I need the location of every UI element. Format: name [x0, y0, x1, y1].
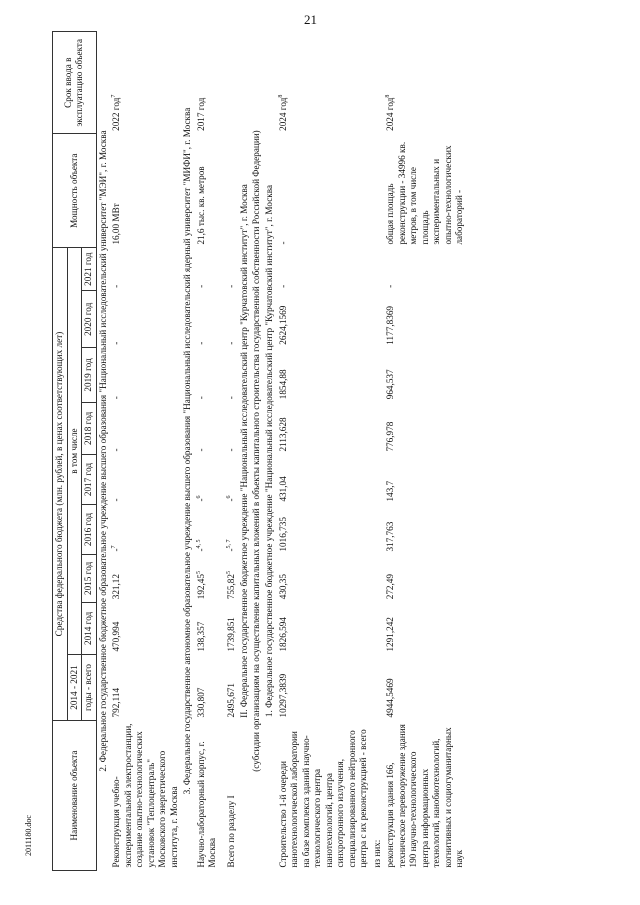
header-year: 2014 год — [82, 602, 97, 654]
cell-2018: 2113,628 — [277, 417, 288, 452]
section-heading-line: II. Федеральное государственное бюджетное учреждение "Национальный исследовательский центр "Курчатовский институт", г. Москва — [239, 184, 250, 718]
table-row — [195, 32, 220, 871]
cell-2018: - — [195, 448, 206, 452]
cell-2020: - — [195, 341, 206, 345]
cell-2014: 1826,594 — [277, 617, 288, 652]
cell-2021: - — [385, 284, 396, 288]
footer-file-name: 2011180.doc — [24, 815, 33, 856]
cell-2018: 776,978 — [385, 421, 396, 452]
cell-2021: - — [111, 284, 121, 288]
header-period-total: годы - всего — [82, 655, 97, 721]
cell-2014: 1291,242 — [385, 617, 396, 652]
section-heading — [238, 32, 263, 871]
header-deadline: Срок ввода в эксплуатацию объекта — [53, 32, 97, 134]
table-row-total — [220, 32, 239, 871]
cell-total: 330,807 — [195, 687, 206, 718]
cell-2014: 138,357 — [195, 621, 206, 652]
header-year: 2019 год — [82, 348, 97, 403]
footnote-ref: 5 — [195, 571, 202, 574]
table-row — [384, 32, 467, 871]
cell-2018: - — [111, 448, 121, 452]
cell-deadline: 2024 год$^8$ — [277, 94, 288, 131]
cell-2021: - — [225, 284, 236, 288]
header-year: 2016 год — [82, 505, 97, 555]
cell-2019: 1854,88 — [277, 369, 288, 400]
section-heading-line: (субсидии организациям на осуществление капитальных вложений в объекты капитального строительства государственной собственности Российской Федерации) — [250, 130, 261, 772]
footnote-ref: 7 — [111, 94, 117, 98]
cell-2017: 431,04 — [277, 476, 288, 502]
cell-2016: 317,763 — [385, 521, 396, 552]
header-including: в том числе — [67, 248, 82, 655]
header-year: 2017 год — [82, 455, 97, 505]
header-capacity: Мощность объекта — [53, 134, 97, 248]
footnote-ref: 5, 7 — [225, 539, 232, 549]
cell-2015: 272,49 — [385, 574, 396, 600]
object-name: Строительство 1-й очереди нанотехнологической лаборатории на базе комплекса зданий научно-технологического центра нанотехнологий, центра синхротронного излучения, специализированного нейтронного центра с их реконструкцией - всего — [277, 729, 369, 868]
section-heading: 2. Федеральное государственное бюджетное образовательное учреждение высшего образования "Национальный исследовательский университет "МЭИ", г. Москва — [97, 130, 108, 772]
table-row — [110, 32, 181, 871]
cell-2015: 755,82$^5$ — [225, 571, 236, 600]
footnote-ref: 8 — [385, 94, 392, 98]
cell-2018: - — [225, 448, 236, 452]
investment-table — [52, 31, 467, 871]
cell-2020: 2624,1569 — [277, 305, 288, 345]
cell-capacity: 21,6 тыс. кв. метров — [195, 166, 206, 245]
footnote-ref: 6 — [195, 495, 202, 499]
cell-2020: - — [225, 341, 236, 345]
cell-2016: -$^7$ — [111, 545, 122, 552]
object-name: Научно-лабораторный корпус, г. Москва — [195, 741, 217, 868]
cell-total: 2495,671 — [225, 683, 236, 718]
cell-2014: 1739,851 — [225, 617, 236, 652]
cell-deadline: 2024 год$^8$ — [385, 94, 396, 131]
cell-2015: 430,35 — [277, 574, 288, 600]
section-heading: 3. Федеральное государственное автономное образовательное учреждение высшего образования "Национальный исследовательский ядерный университет "МИФИ", г. Москва — [182, 107, 192, 795]
header-funds: Средства федерального бюджета (млн. рублей, в ценах соответствующих лет) — [53, 248, 68, 721]
page-number: 21 — [304, 12, 317, 27]
object-name: реконструкция здания 166, техническое перевооружение здания 190 научно-технологического центра информационных технологий, нанобиотехнологий, когнитивных и социогуманитарных наук — [385, 724, 465, 868]
object-name: Реконструкция учебно-экспериментальной электростанции, создание опытно-технологических установок "Теплоцентраль" Московского энергетического института, г. Москва — [111, 723, 179, 868]
total-label: Всего по разделу I — [225, 795, 236, 868]
cell-2015: 321,12 — [111, 574, 121, 600]
cell-deadline: 2017 год — [195, 97, 206, 131]
cell-2020: - — [111, 341, 121, 345]
cell-capacity: общая площадь реконструкции - 34996 кв. метров, в том числе площадь экспериментальных и опытно-технологических лабораторий - — [385, 141, 465, 245]
cell-2019: - — [225, 396, 236, 400]
cell-2019: 964,537 — [385, 369, 396, 400]
cell-2017: -$^6$ — [195, 495, 206, 502]
header-period: 2014 - 2021 — [67, 655, 82, 721]
cell-deadline: 2022 год$^7$ — [111, 94, 122, 131]
footnote-ref: 4, 5 — [195, 539, 202, 549]
header-year: 2021 год — [82, 248, 97, 291]
cell-2016: -$^{5, 7}$ — [225, 539, 236, 552]
cell-total: 4944,5469 — [385, 678, 396, 718]
cell-2020: 1177,8369 — [385, 305, 396, 345]
cell-2016: -$^{4, 5}$ — [195, 539, 206, 552]
cell-2019: - — [111, 396, 121, 400]
footnote-ref: 8 — [277, 94, 284, 98]
header-year: 2015 год — [82, 555, 97, 603]
section-heading: 1. Федеральное государственное бюджетное учреждение "Национальный исследовательский центр "Курчатовский институт", г. Москва — [264, 184, 275, 718]
cell-total: 10297,3839 — [277, 673, 288, 718]
cell-2021: - — [277, 284, 288, 288]
cell-capacity: 16,00 МВт — [111, 203, 121, 245]
footnote-ref: 5 — [225, 571, 232, 574]
cell-capacity: - — [277, 241, 288, 245]
table-row — [277, 32, 371, 871]
header-name: Наименование объекта — [53, 720, 97, 870]
cell-2015: 192,45$^5$ — [195, 571, 206, 600]
cell-2017: 143,7 — [385, 480, 396, 502]
cell-2014: 470,994 — [111, 621, 121, 652]
cell-2021: - — [195, 284, 206, 288]
cell-2017: - — [111, 498, 121, 502]
footnote-ref: 6 — [225, 495, 232, 499]
header-year: 2018 год — [82, 402, 97, 454]
list-intro: из них: — [371, 839, 382, 868]
header-year: 2020 год — [82, 291, 97, 348]
cell-total: 792,114 — [111, 687, 121, 718]
cell-2017: -$^6$ — [225, 495, 236, 502]
cell-2016: 1016,735 — [277, 517, 288, 552]
footnote-ref: 7 — [111, 545, 117, 549]
cell-2019: - — [195, 396, 206, 400]
